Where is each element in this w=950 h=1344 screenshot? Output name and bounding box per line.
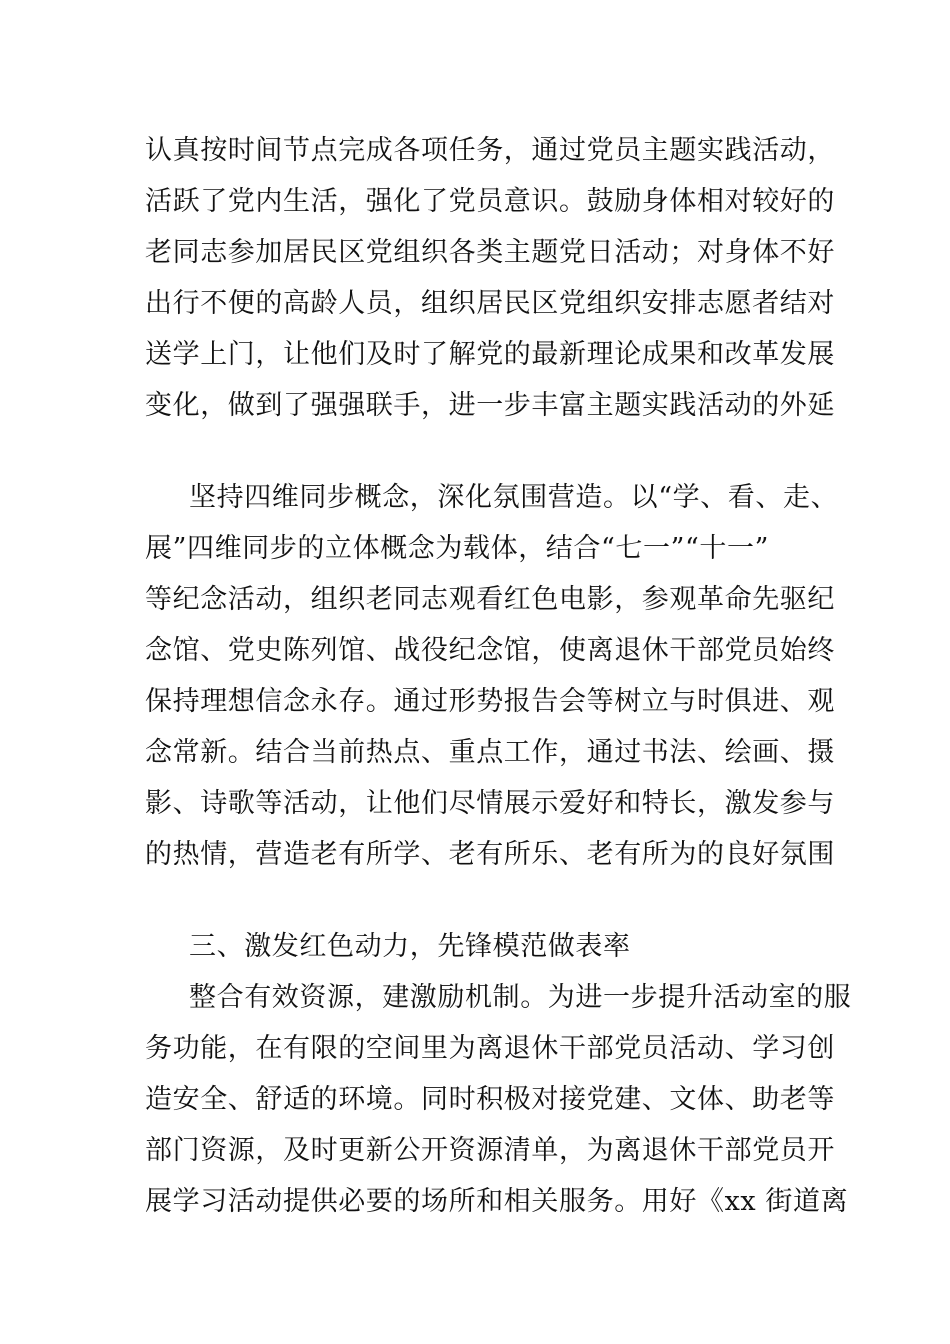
paragraph-3-line-4: 部门资源，及时更新公开资源清单，为离退休干部党员开	[145, 1135, 835, 1166]
paragraph-1-line-6: 变化，做到了强强联手，进一步丰富主题实践活动的外延	[145, 390, 835, 421]
paragraph-1-line-2: 活跃了党内生活，强化了党员意识。鼓励身体相对较好的	[145, 186, 835, 217]
paragraph-1-line-5: 送学上门，让他们及时了解党的最新理论成果和改革发展	[145, 339, 835, 370]
paragraph-2-line-3: 等纪念活动，组织老同志观看红色电影，参观革命先驱纪	[145, 584, 835, 615]
paragraph-2-line-2: 展”四维同步的立体概念为载体，结合“七一”“十一”	[145, 533, 770, 564]
paragraph-3-line-2: 务功能，在有限的空间里为离退休干部党员活动、学习创	[145, 1033, 835, 1064]
paragraph-2-line-5: 保持理想信念永存。通过形势报告会等树立与时俱进、观	[145, 686, 835, 717]
paragraph-3-line-3: 造安全、舒适的环境。同时积极对接党建、文体、助老等	[145, 1084, 835, 1115]
paragraph-3-line-1: 整合有效资源，建激励机制。为进一步提升活动室的服	[189, 982, 852, 1013]
paragraph-3-line-5: 展学习活动提供必要的场所和相关服务。用好《xx 街道离	[145, 1186, 849, 1217]
paragraph-1-line-1: 认真按时间节点完成各项任务，通过党员主题实践活动，	[145, 135, 835, 166]
section-heading: 三、激发红色动力，先锋模范做表率	[189, 931, 631, 962]
paragraph-2-line-4: 念馆、党史陈列馆、战役纪念馆，使离退休干部党员始终	[145, 635, 835, 666]
paragraph-1-line-4: 出行不便的高龄人员，组织居民区党组织安排志愿者结对	[145, 288, 835, 319]
paragraph-2-line-1: 坚持四维同步概念，深化氛围营造。以“学、看、走、	[189, 482, 839, 513]
paragraph-2-line-6: 念常新。结合当前热点、重点工作，通过书法、绘画、摄	[145, 737, 835, 768]
paragraph-1-line-3: 老同志参加居民区党组织各类主题党日活动；对身体不好	[145, 237, 835, 268]
paragraph-2-line-7: 影、诗歌等活动，让他们尽情展示爱好和特长，激发参与	[145, 788, 835, 819]
paragraph-2-line-8: 的热情，营造老有所学、老有所乐、老有所为的良好氛围	[145, 839, 835, 870]
